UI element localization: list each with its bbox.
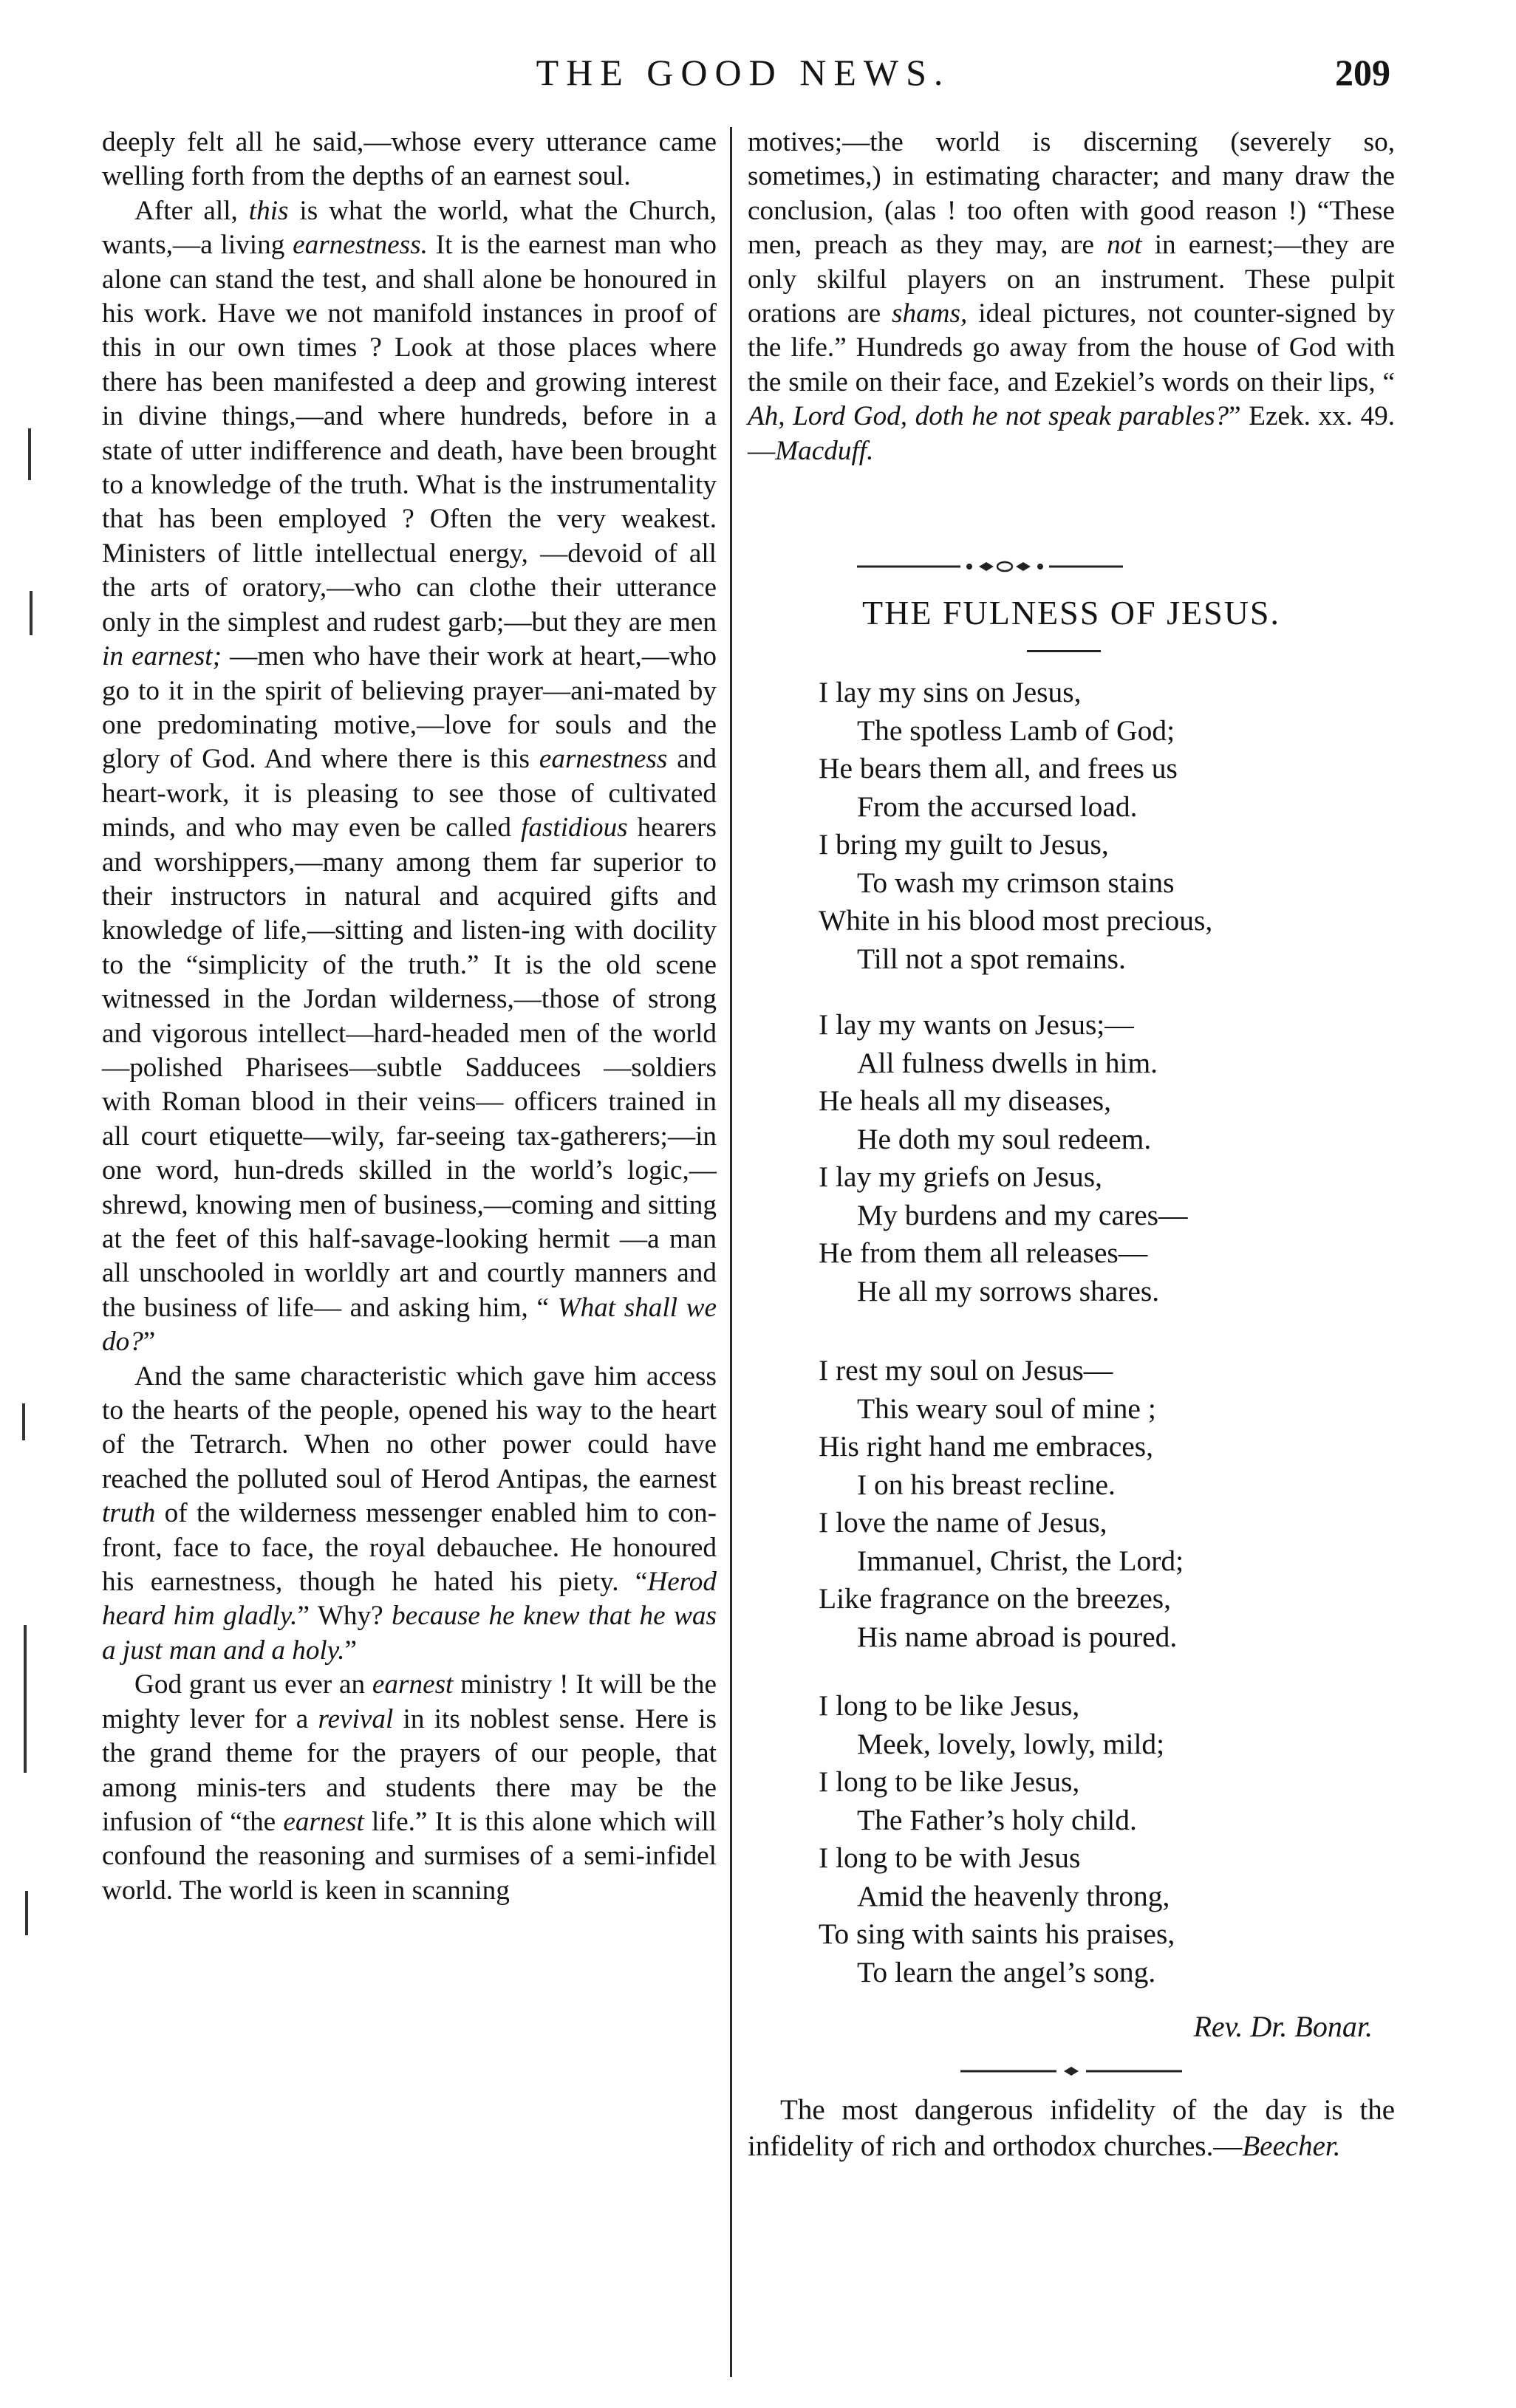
poem-line: To learn the angel’s song. xyxy=(857,1955,1156,1988)
poem-line: All fulness dwells in him. xyxy=(857,1046,1158,1079)
poem-line: My burdens and my cares— xyxy=(857,1198,1188,1231)
poem-line: I lay my sins on Jesus, xyxy=(819,676,1082,708)
italic-run: this xyxy=(248,195,289,226)
page-number: 209 xyxy=(1335,52,1390,93)
text-run: God grant us ever an xyxy=(134,1669,372,1700)
poem-line: I rest my soul on Jesus— xyxy=(819,1354,1113,1386)
text-run: ” xyxy=(143,1327,156,1358)
italic-run: fastidious xyxy=(520,813,628,844)
poem-line: He heals all my diseases, xyxy=(819,1084,1111,1117)
poem-line: His right hand me embraces, xyxy=(819,1430,1154,1463)
italic-run: earnestness. xyxy=(293,230,428,261)
italic-run: earnest xyxy=(372,1669,454,1700)
italic-run: Macduff. xyxy=(775,435,874,466)
text-run: in its noblest sense. Here is the grand theme for the prayers of our people, that among minis-ters and students there may be the infusion of “the xyxy=(102,1703,717,1837)
margin-mark xyxy=(28,428,31,480)
right-column-prose xyxy=(748,126,1395,468)
italic-run: not xyxy=(1107,230,1142,261)
text-run: ” xyxy=(344,1635,358,1666)
text-run: ” Ezek. xx. 49.— xyxy=(748,401,1396,466)
poem-line: I long to be like Jesus, xyxy=(819,1765,1080,1798)
poem-line: The spotless Lamb of God; xyxy=(857,714,1175,747)
italic-run: in earnest; xyxy=(102,641,222,672)
text-run: —men who have their work at heart,—who go to it in the spirit of believing prayer—ani-mated by one predominating motive,—love for souls and the glory of God. And where there is this xyxy=(102,641,717,775)
ornament-divider xyxy=(857,558,1123,575)
paragraph xyxy=(102,194,717,1360)
poem-line: From the accursed load. xyxy=(857,790,1138,823)
poem-line: His name abroad is poured. xyxy=(857,1620,1178,1653)
poem-line: I long to be like Jesus, xyxy=(819,1689,1080,1722)
italic-run: What shall we do? xyxy=(102,1292,717,1358)
text-run: of the wilderness messenger enabled him to con-front, face to face, the royal debauchee. He honoured his earnestness, though he hated his piety. “ xyxy=(102,1498,717,1598)
poem-line: He all my sorrows shares. xyxy=(857,1274,1160,1307)
poem-stanza xyxy=(819,1352,1380,1656)
poem-line: Like fragrance on the breezes, xyxy=(819,1582,1172,1615)
italic-run: revival xyxy=(318,1703,394,1734)
poem-line: I bring my guilt to Jesus, xyxy=(819,828,1109,861)
paragraph xyxy=(102,1668,717,1908)
left-column xyxy=(102,126,717,1908)
text-run: And the same characteristic which gave him access to the hearts of the people, opened his way to the heart of the Tetrarch. When no other power could have reached the polluted soul of Herod Antipas, the earnest xyxy=(102,1361,717,1494)
margin-mark xyxy=(22,1403,25,1440)
italic-run: truth xyxy=(102,1498,156,1529)
poem-line: This weary soul of mine ; xyxy=(857,1392,1156,1425)
poem-stanza xyxy=(819,1006,1380,1310)
poem-line: Meek, lovely, lowly, mild; xyxy=(857,1727,1165,1760)
poem-line: Amid the heavenly throng, xyxy=(857,1879,1170,1912)
poem-line: I on his breast recline. xyxy=(857,1468,1116,1501)
poem-attribution: Rev. Dr. Bonar. xyxy=(1193,2010,1373,2043)
small-divider xyxy=(960,2065,1182,2078)
text-run: ideal pictures, not counter-signed by the life.” Hundreds go away from the house of God with the smile on their face, and Ezekiel’s words on their lips, “ xyxy=(748,298,1396,397)
text-run: hearers and worshippers,—many among them far superior to their instructors in natural and acquired gifts and knowledge of life,—sitting and listen-ing with docility to the “simplicity of the truth.” It is the old scene witnessed in the Jordan wilderness,—those of strong and vigorous intellect—hard-headed men of the world—polished Pharisees—subtle Sadducees —soldiers with Roman blood in their veins— officers trained in all court etiquette—wily, far-seeing tax-gatherers;—in one word, hun-dreds skilled in the world’s logic,—shrewd, knowing men of business,—coming and sitting at the feet of this half-savage-looking hermit —a man all unschooled in worldly art and courtly manners and the business of life— and asking him, “ xyxy=(102,813,717,1323)
text-run: in earnest;—they are only skilful players on an instrument. These pulpit orations are xyxy=(748,230,1395,329)
text-run: It is the earnest man who alone can stand the test, and shall alone be honoured in his work. Have we not manifold instances in proof of this in our own times ? Look at those places where there has been manifested a deep and growing interest in divine things,—and where hundreds, before in a state of utter indifference and death, have been brought to a knowledge of the truth. What is the instrumentality that has been employed ? Often the very weakest. Ministers of little intellectual energy, —devoid of all the arts of oratory,—who can clothe their utterance only in the simplest and rudest garb;—but they are men xyxy=(102,230,717,637)
text-run: deeply felt all he said,—whose every utterance came welling forth from the depths of an earnest soul. xyxy=(102,127,717,192)
paragraph xyxy=(102,126,717,194)
poem-line: Till not a spot remains. xyxy=(857,942,1126,975)
quote-text: The most dangerous infidelity of the day is the infidelity of rich and orthodox churches.— xyxy=(748,2094,1395,2162)
column-rule xyxy=(730,127,732,2377)
poem-line: To sing with saints his praises, xyxy=(819,1918,1175,1950)
italic-run: earnest xyxy=(283,1806,364,1837)
text-run: life.” It is this alone which will confound the reasoning and surmises of a semi-infidel world. The world is keen in scanning xyxy=(102,1806,717,1906)
poem-stanza xyxy=(819,674,1380,978)
poem-line: White in his blood most precious, xyxy=(819,904,1213,937)
text-run: After all, xyxy=(134,195,249,226)
text-run: ministry ! It will be the mighty lever for a xyxy=(102,1669,717,1734)
poem-line: To wash my crimson stains xyxy=(857,866,1175,899)
poem-line: The Father’s holy child. xyxy=(857,1803,1137,1836)
poem-line: I lay my griefs on Jesus, xyxy=(819,1160,1102,1193)
italic-run: Ah, Lord God, doth he not speak parables? xyxy=(748,401,1229,432)
poem-line: Immanuel, Christ, the Lord; xyxy=(857,1544,1184,1577)
poem-line: I long to be with Jesus xyxy=(819,1841,1081,1874)
running-title: THE GOOD NEWS. xyxy=(536,52,951,93)
margin-mark xyxy=(24,1625,27,1773)
text-run: and heart-work, it is pleasing to see those of cultivated minds, and who may even be called xyxy=(102,744,717,844)
margin-mark xyxy=(25,1891,28,1935)
poem-line: I lay my wants on Jesus;— xyxy=(819,1008,1134,1041)
italic-run: shams, xyxy=(892,298,968,329)
margin-mark xyxy=(30,591,33,635)
italic-run: Herod heard him gladly. xyxy=(102,1567,717,1632)
page-header xyxy=(96,43,1390,102)
text-run: is what the world, what the Church, wants,—a living xyxy=(102,195,717,261)
closing-quote xyxy=(748,2092,1395,2164)
poem-line: He from them all releases— xyxy=(819,1237,1148,1269)
text-run: motives;—the world is discerning (severely so, sometimes,) in estimating character; and many draw the conclusion, (alas ! too often with good reason !) “These men, preach as they may, are xyxy=(748,127,1395,261)
paragraph xyxy=(102,1360,717,1669)
poem-line: I love the name of Jesus, xyxy=(819,1506,1107,1539)
paragraph xyxy=(748,126,1395,468)
italic-run: earnestness xyxy=(539,744,668,775)
poem-title: THE FULNESS OF JESUS. xyxy=(862,594,1280,632)
text-run: ” Why? xyxy=(297,1601,392,1632)
poem-line: He doth my soul redeem. xyxy=(857,1122,1152,1155)
title-rule xyxy=(1027,650,1101,652)
poem-stanza xyxy=(819,1687,1380,1991)
italic-run: because he knew that he was a just man and a holy. xyxy=(102,1601,717,1666)
quote-author: Beecher. xyxy=(1242,2130,1341,2162)
poem-line: He bears them all, and frees us xyxy=(819,752,1178,784)
